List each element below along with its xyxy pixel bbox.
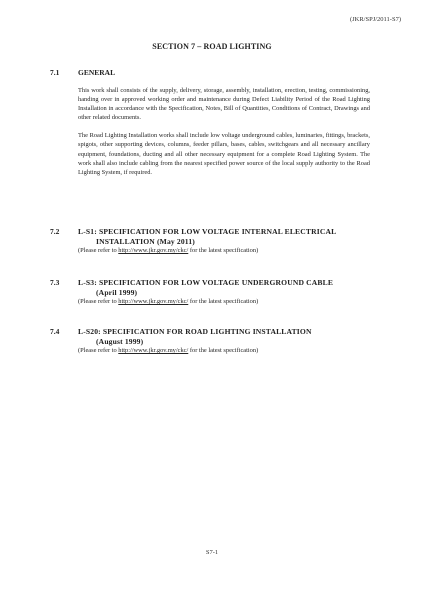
note-suffix: for the latest specification) (188, 247, 259, 254)
spec-reference-note (78, 297, 370, 306)
spec-title-line: (April 1999) (96, 287, 138, 297)
spec-title-line: INSTALLATION (May 2011) (96, 236, 195, 246)
spec-title (78, 278, 370, 297)
clause-heading: GENERAL (78, 68, 116, 77)
spec-reference-note (78, 246, 370, 255)
clause-7-1 (50, 68, 370, 177)
spec-title (78, 327, 370, 346)
clause-number: 7.2 (50, 227, 60, 236)
note-suffix: for the latest specification) (188, 347, 259, 354)
spec-title (78, 227, 370, 246)
spec-link[interactable]: http://www.jkr.gov.my/ckc/ (118, 247, 189, 254)
section-title: SECTION 7 – ROAD LIGHTING (152, 42, 272, 51)
clause-7-2 (50, 227, 370, 255)
spec-title-line: (August 1999) (96, 336, 144, 346)
spec-link[interactable]: http://www.jkr.gov.my/ckc/ (118, 347, 189, 354)
clause-body (78, 227, 370, 255)
paragraph-works: The Road Lighting Installation works shall include low voltage underground cables, luminaries, fittings, brackets, spigots, other supporting devices, columns, feeder pillars, bases, cables, switchgears and all necessary ancillary equipment, foundations, ducting and all other necessary equipment for a complete Road Lighting System. The work shall also include cabling from the nearest specified power source of the local supply authority to the Road Lighting System, if required. (78, 132, 370, 176)
paragraph-scope: This work shall consists of the supply, delivery, storage, assembly, installation, erection, testing, commissioning, handing over in approved working order and maintenance during Defect Liability Period of the Road Lighting Installation in accordance with the Specification, Notes, Bill of Quantities, Conditions of Contract, Drawings and other related documents. (78, 87, 370, 122)
clause-body (78, 327, 370, 355)
spec-link[interactable]: http://www.jkr.gov.my/ckc/ (118, 298, 189, 305)
spec-title-line: L-S1: SPECIFICATION FOR LOW VOLTAGE INTERNAL ELECTRICAL (78, 227, 337, 236)
note-suffix: for the latest specification) (188, 298, 259, 305)
clause-number: 7.3 (50, 278, 60, 287)
clause-7-3 (50, 278, 370, 306)
clause-number: 7.4 (50, 327, 60, 336)
note-prefix: (Please refer to (78, 247, 119, 254)
note-prefix: (Please refer to (78, 347, 119, 354)
spec-title-line: L-S20: SPECIFICATION FOR ROAD LIGHTING INSTALLATION (78, 327, 312, 336)
clause-body (78, 278, 370, 306)
spec-title-line: L-S3: SPECIFICATION FOR LOW VOLTAGE UNDERGROUND CABLE (78, 278, 334, 287)
clause-number: 7.1 (50, 68, 60, 77)
document-reference: (JKR/SPJ/2011-S7) (349, 16, 401, 23)
clause-body (78, 68, 370, 177)
spec-reference-note (78, 346, 370, 355)
clause-7-4 (50, 327, 370, 355)
note-prefix: (Please refer to (78, 298, 119, 305)
page-number: S7-1 (205, 549, 219, 556)
